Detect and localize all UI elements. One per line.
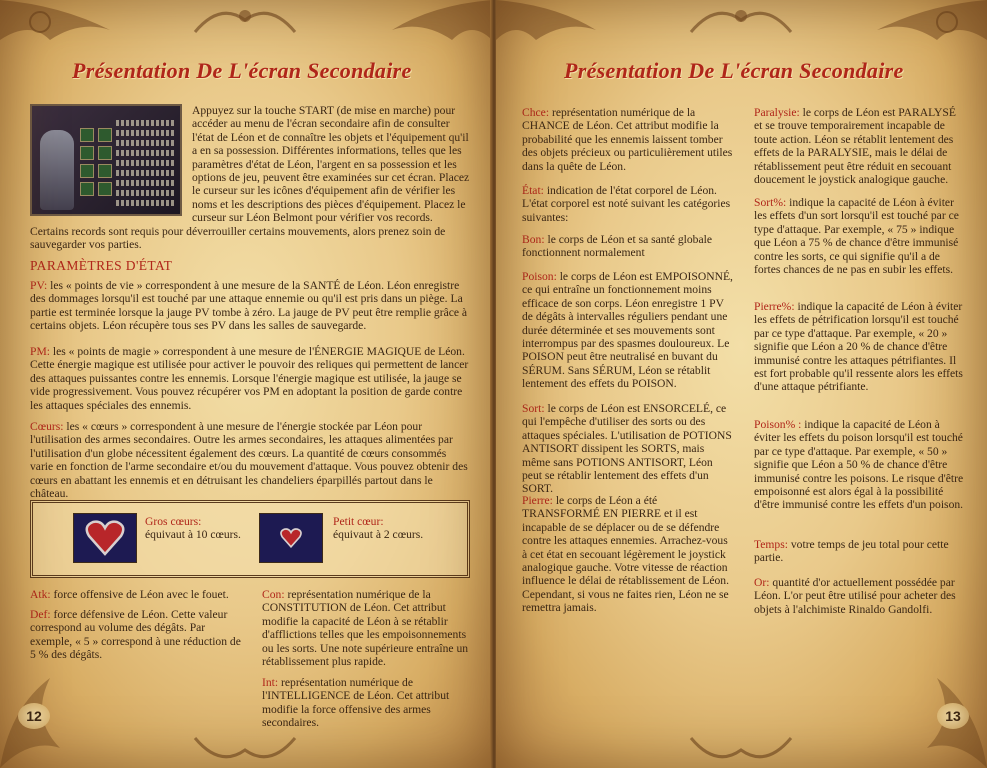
page-number: 12 [18, 703, 50, 729]
etat-paragraph: État: indication de l'état corporel de Léon. L'état corporel est noté suivant les catégories suivantes: [522, 184, 731, 224]
pierre-pct-paragraph: Pierre%: indique la capacité de Léon à éviter les effets de pétrification lorsqu'il est touché par ce type d'attaque. Par exemple, « 20 » signifie que Léon a 20 % de chance d'être immunisé contre les attaques pétrifiantes. Il est fort probable qu'il ressente alors les effets d'une attaque pétrifiante. [754, 300, 963, 394]
poison-paragraph: Poison: le corps de Léon est EMPOISONNÉ, ce qui entraîne un fonctionnement moins efficace de son corps. Léon enregistre 1 PV de dégâts à intervalles réguliers pendant une durée déterminée et ses mouvements sont interrompus par des spasmes douloureux. Le POISON peut être neutralisé en buvant du SÉRUM. Sans SÉRUM, Léon se rétablit lentement des effets du POISON. [522, 270, 733, 391]
heart-icon [85, 520, 125, 556]
bottom-ornament-icon [190, 732, 300, 768]
corner-ornament-icon [0, 648, 120, 768]
small-heart-caption: Petit cœur: équivaut à 2 cœurs. [333, 515, 424, 542]
def-paragraph: Def: force défensive de Léon. Cette valeur correspond au volume des dégâts. Par exemple, « 5 » correspond à une réduction de 5 % des dégâts. [30, 608, 241, 662]
page-title: Présentation De L'écran Secondaire [72, 58, 412, 83]
chce-paragraph: Chce: représentation numérique de la CHANCE de Léon. Cet attribut modifie la probabilité que les ennemis laissent tomber des objets précieux ou particulièrement utiles dans la quête de Léon. [522, 106, 733, 173]
pv-paragraph: PV: les « points de vie » correspondent à une mesure de la SANTÉ de Léon. Léon enregistre des dommages lorsqu'il est touché par une attaque ennemie ou qu'il est pris dans un piège. La partie est terminée lorsque la jauge PV tombe à zéro. La jauge de PV peut être remplie grâce à certains objets. Léon récupère tous ses PV dans les salles de sauvegarde. [30, 279, 468, 333]
bottom-ornament-icon [686, 732, 796, 768]
bon-paragraph: Bon: le corps de Léon et sa santé globale fonctionnent normalement [522, 233, 712, 260]
heart-icon [280, 528, 302, 548]
sort-paragraph: Sort: le corps de Léon est ENSORCELÉ, ce qui l'empêche d'utiliser des sorts ou des attaques spéciales. L'utilisation de POTIONS ANTISORT dissipent les SORTS, mais même sans POTIONS ANTISORT, Léon peut se rétablir lentement des effets d'un SORT. [522, 402, 732, 496]
top-ornament-icon [190, 2, 300, 38]
sort-pct-paragraph: Sort%: indique la capacité de Léon à éviter les effets d'un sort lorsqu'il est touché par ce type d'attaque. Par exemple, « 75 » indique que Léon a 75 % de chance d'être immunisé contre les sorts, ce qui signifie qu'il a de fortes chances de ne pas en subir les effets. [754, 196, 959, 277]
right-page [496, 0, 987, 768]
int-paragraph: Int: représentation numérique de l'INTELLIGENCE de Léon. Cet attribut modifie la force offensive des armes secondaires. [262, 676, 450, 730]
left-page [0, 0, 492, 768]
con-paragraph: Con: représentation numérique de la CONSTITUTION de Léon. Cet attribut modifie la capacité de Léon à se rétablir d'afflictions telles que les empoisonnements ou les sorts. Une note supérieure entraîne un rétablissement plus rapide. [262, 588, 469, 669]
page-title: Présentation De L'écran Secondaire [564, 58, 904, 83]
coeurs-paragraph: Cœurs: les « cœurs » correspondent à une mesure de l'énergie stockée par Léon pour l'utilisation des armes secondaires. Outre les armes secondaires, les attaques alimentées par l'utilisation d'un globe nécessitent également des cœurs. La quantité de cœurs consommés varie en fonction de l'arme secondaire et/ou du mouvement d'attaque. Vous pouvez obtenir des cœurs en abattant les ennemis et en détruisant les chandeliers éparpillés partout dans le château. [30, 420, 468, 501]
paralysie-paragraph: Paralysie: le corps de Léon est PARALYSÉ et se trouve temporairement incapable de toute action. Léon se rétablit lentement des effets de la PARALYSIE, mais le délai de rétablissement peut être réduit en secouant doucement le joystick analogique gauche. [754, 106, 956, 187]
pierre-paragraph: Pierre: le corps de Léon a été TRANSFORMÉ EN PIERRE et il est incapable de se déplacer ou de se défendre contre les attaques ennemies. Arrachez-vous à cet état en secouant légèrement le joystick analogique gauche. Votre vitesse de réaction influence le délai de rétablissement de Léon. Cependant, si vous ne faites rien, Léon ne se remettra jamais. [522, 494, 729, 615]
poison-pct-paragraph: Poison% : indique la capacité de Léon à éviter les effets du poison lorsqu'il est touché par ce type d'attaque. Par exemple, « 50 » signifie que Léon a 50 % de chance d'être immunisé contre les poisons. Le risque d'être empoisonné est alors égal à la possibilité d'être immunisé contre les effets d'un poison. [754, 418, 964, 512]
page-number: 13 [937, 703, 969, 729]
small-heart-image [259, 513, 323, 563]
temps-paragraph: Temps: votre temps de jeu total pour cette partie. [754, 538, 949, 565]
hearts-box [30, 500, 470, 578]
corner-ornament-icon [867, 648, 987, 768]
or-paragraph: Or: quantité d'or actuellement possédée par Léon. L'or peut être utilisé pour acheter des objets à l'alchimiste Rinaldo Gandolfi. [754, 576, 956, 616]
big-heart-image [73, 513, 137, 563]
section-heading: PARAMÈTRES D'ÉTAT [30, 258, 173, 273]
pm-paragraph: PM: les « points de magie » correspondent à une mesure de l'ÉNERGIE MAGIQUE de Léon. Cette énergie magique est utilisée pour activer le pouvoir des reliques qui permettent de lancer des attaques puissantes contre les ennemis. Lorsque l'énergie magique est utilisée, la jauge se vide progressivement. Vous pouvez récupérer vos PM en adoptant la position de garde contre les attaques spéciales des ennemis. [30, 345, 469, 412]
atk-paragraph: Atk: force offensive de Léon avec le fouet. [30, 588, 229, 601]
intro-paragraph: Appuyez sur la touche START (de mise en marche) pour accéder au menu de l'écran secondaire afin de consulter l'état de Léon et de connaître les objets et l'équipement qu'il a en sa possession. Différentes informations, telles que les paramètres d'état de Léon, l'argent en sa possession et les options de jeu, peuvent être examinées sur cet écran. Placez le curseur sur les icônes d'équipement afin de vérifier les noms et les descriptions des pièces d'équipement. Placez le curseur sur Léon Belmont pour vérifier vos records. Certains records sont requis pour déverrouiller certains mouvements, alors prenez soin de sauvegarder vos parties. [30, 104, 470, 252]
top-ornament-icon [686, 2, 796, 38]
big-heart-caption: Gros cœurs: équivaut à 10 cœurs. [145, 515, 241, 542]
